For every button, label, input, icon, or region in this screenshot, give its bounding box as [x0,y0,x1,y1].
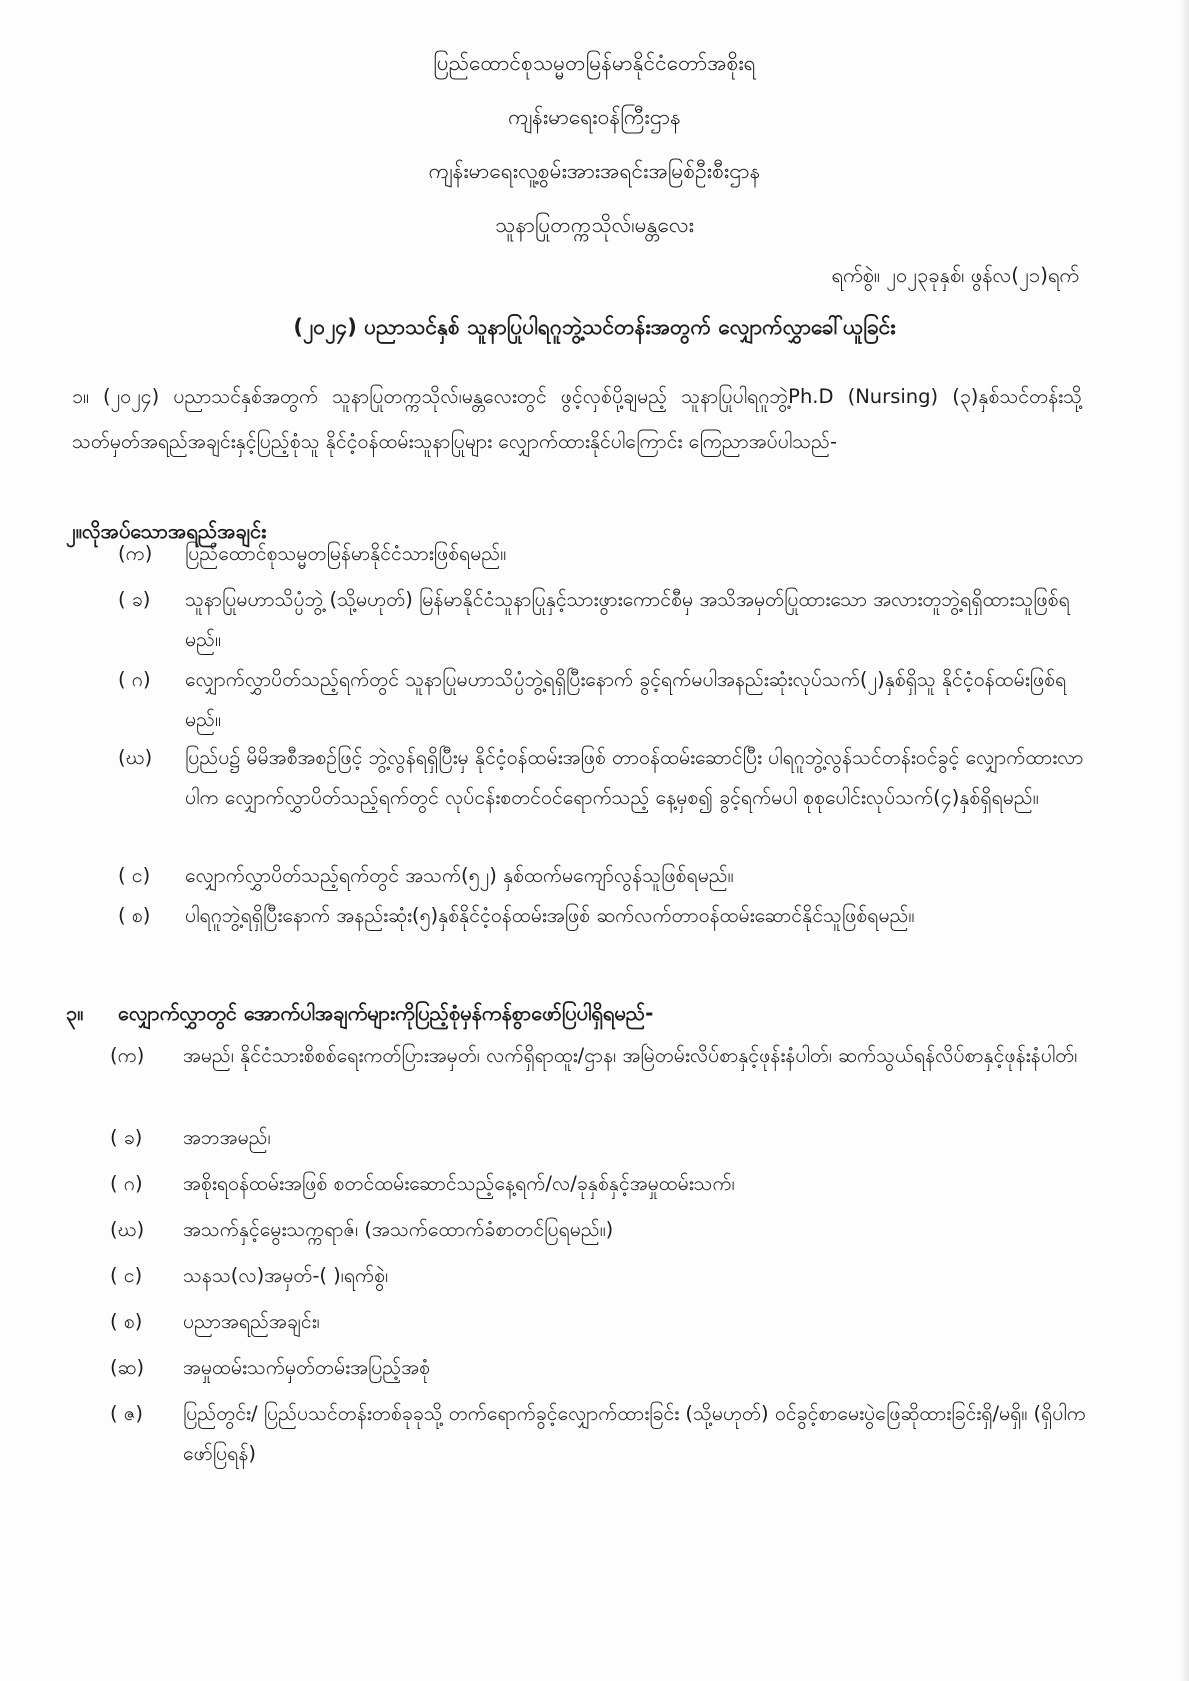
section-2-heading: ၂။လိုအပ်သောအရည်အချင်း [66,519,267,543]
list-item-label: (ဃ) [118,746,153,769]
list-item-label: ( ဂ) [118,668,151,691]
list-item-label: ( င) [118,864,151,887]
list-item-label: ( င) [110,1264,143,1287]
section-3-title: လျှောက်လွှာတွင် အောက်ပါအချက်များကိုပြည့်စုံမှန်ကန်စွာဖော်ပြပါရှိရမည်- [118,1001,654,1025]
list-item-label: (က) [110,1044,145,1067]
list-item-text: လျှောက်လွှာပိတ်သည့်ရက်တွင် အသက်(၅၂) နှစ်ထက်မကျော်လွန်သူဖြစ်ရမည်။ [185,864,734,887]
document-subject: (၂၀၂၄) ပညာသင်နှစ် သူနာပြုပါရဂူဘွဲ့သင်တန်းအတွက် လျှောက်လွှာခေါ်ယူခြင်း [293,315,896,339]
letterhead-government: ပြည်ထောင်စုသမ္မတမြန်မာနိုင်ငံတော်အစိုးရ [433,51,756,75]
list-item-label: ( စ) [118,904,151,927]
letterhead-university: သူနာပြုတက္ကသိုလ်၊မန္တလေး [495,213,694,237]
list-item-text: ပြည်ထောင်စုသမ္မတမြန်မာနိုင်ငံသားဖြစ်ရမည်။ [185,542,507,565]
section-3-heading [66,1000,653,1030]
list-item-label: ( ခ) [118,588,151,611]
section-3-number: ၃။ [66,1001,84,1025]
list-item-text: အစိုးရဝန်ထမ်းအဖြစ် စတင်ထမ်းဆောင်သည့်နေ့ရက်/လ/ခုနှစ်နှင့်အမှုထမ်းသက်၊ [183,1172,735,1195]
letterhead-ministry: ကျန်းမာရေးဝန်ကြီးဌာန [508,105,681,129]
list-item-text: အမည်၊ နိုင်ငံသားစိစစ်ရေးကတ်ပြားအမှတ်၊ လက်ရှိရာထူး/ဌာန၊ အမြဲတမ်းလိပ်စာနှင့်ဖုန်းနံပါတ်၊ ဆက်သွယ်ရန်လိပ်စာနှင့်ဖုန်းနံပါတ်၊ [183,1044,1078,1067]
list-item-text: ပါရဂူဘွဲ့ရရှိပြီးနောက် အနည်းဆုံး(၅)နှစ်နိုင်ငံ့ဝန်ထမ်းအဖြစ် ဆက်လက်တာဝန်ထမ်းဆောင်နိုင်သူဖြစ်ရမည်။ [185,904,915,927]
list-item-label: ( ဇ) [110,1402,144,1425]
list-item-label: ( ဂ) [110,1172,143,1195]
list-item-text: သနသ(လ)အမှတ်-( )၊ရက်စွဲ၊ [183,1264,389,1287]
document-date: ရက်စွဲ။ ၂၀၂၃ခုနှစ်၊ ဖွန်လ(၂၁)ရက် [831,263,1079,287]
intro-paragraph: ၁။ (၂၀၂၄) ပညာသင်နှစ်အတွက် သူနာပြုတက္ကသိုလ်၊မန္တလေးတွင် ဖွင့်လှစ်ပို့ချမည့် သူနာပြုပါရဂူဘွဲ့Ph.D (Nursing) (၃)နှစ်သင်တန်းသို့ သတ်မှတ်အရည်အချင်းနှင့်ပြည့်စုံသူ နိုင်ငံ့ဝန်ထမ်းသူနာပြုများ လျှောက်ထားနိုင်ပါကြောင်း ကြေညာအပ်ပါသည်- [72,385,1082,453]
letterhead-department: ကျန်းမာရေးလူ့စွမ်းအားအရင်းအမြစ်ဦးစီးဌာန [428,159,761,183]
list-item-label: (က) [118,542,153,565]
list-item-text: ပညာအရည်အချင်း၊ [183,1310,320,1333]
list-item-text: အမှုထမ်းသက်မှတ်တမ်းအပြည့်အစုံ [183,1356,431,1379]
letterhead [0,48,1189,264]
list-item-label: (ဆ) [110,1356,145,1379]
list-item-label: (ဃ) [110,1218,145,1241]
list-item-label: ( စ) [110,1310,143,1333]
list-item-text: အဘအမည်၊ [183,1126,271,1149]
list-item-text: လျှောက်လွှာပိတ်သည့်ရက်တွင် သူနာပြုမဟာသိပ္ပံဘွဲ့ရရှိပြီးနောက် ခွင့်ရက်မပါအနည်းဆုံးလုပ်သက်(၂)နှစ်ရှိသူ နိုင်ငံ့ဝန်ထမ်းဖြစ်ရမည်။ [185,668,1067,731]
list-item-text: သူနာပြုမဟာသိပ္ပံဘွဲ့ (သို့မဟုတ်) မြန်မာနိုင်ငံသူနာပြုနှင့်သားဖွားကောင်စီမှ အသိအမှတ်ပြုထားသော အလားတူဘွဲ့ရရှိထားသူဖြစ်ရမည်။ [185,588,1070,651]
list-item-label: ( ခ) [110,1126,143,1149]
list-item-text: ပြည်တွင်း/ ပြည်ပသင်တန်းတစ်ခုခုသို့ တက်ရောက်ခွင့်လျှောက်ထားခြင်း (သို့မဟုတ်) ဝင်ခွင့်စာမေးပွဲဖြေဆိုထားခြင်းရှိ/မရှိ။ (ရှိပါက ဖော်ပြရန်) [183,1402,1086,1465]
list-item-text: အသက်နှင့်မွေးသက္ကရာဇ်၊ (အသက်ထောက်ခံစာတင်ပြရမည်။) [183,1218,614,1241]
list-item-text: ပြည်ပ၌ မိမိအစီအစဉ်ဖြင့် ဘွဲ့လွန်ရရှိပြီးမှ နိုင်ငံ့ဝန်ထမ်းအဖြစ် တာဝန်ထမ်းဆောင်ပြီး ပါရဂူဘွဲ့လွန်သင်တန်းဝင်ခွင့် လျှောက်ထားလာပါက လျှောက်လွှာပိတ်သည့်ရက်တွင် လုပ်ငန်းစတင်ဝင်ရောက်သည့် နေ့မှစ၍ ခွင့်ရက်မပါ စုစုပေါင်းလုပ်သက်(၄)နှစ်ရှိရမည်။ [185,746,1084,809]
